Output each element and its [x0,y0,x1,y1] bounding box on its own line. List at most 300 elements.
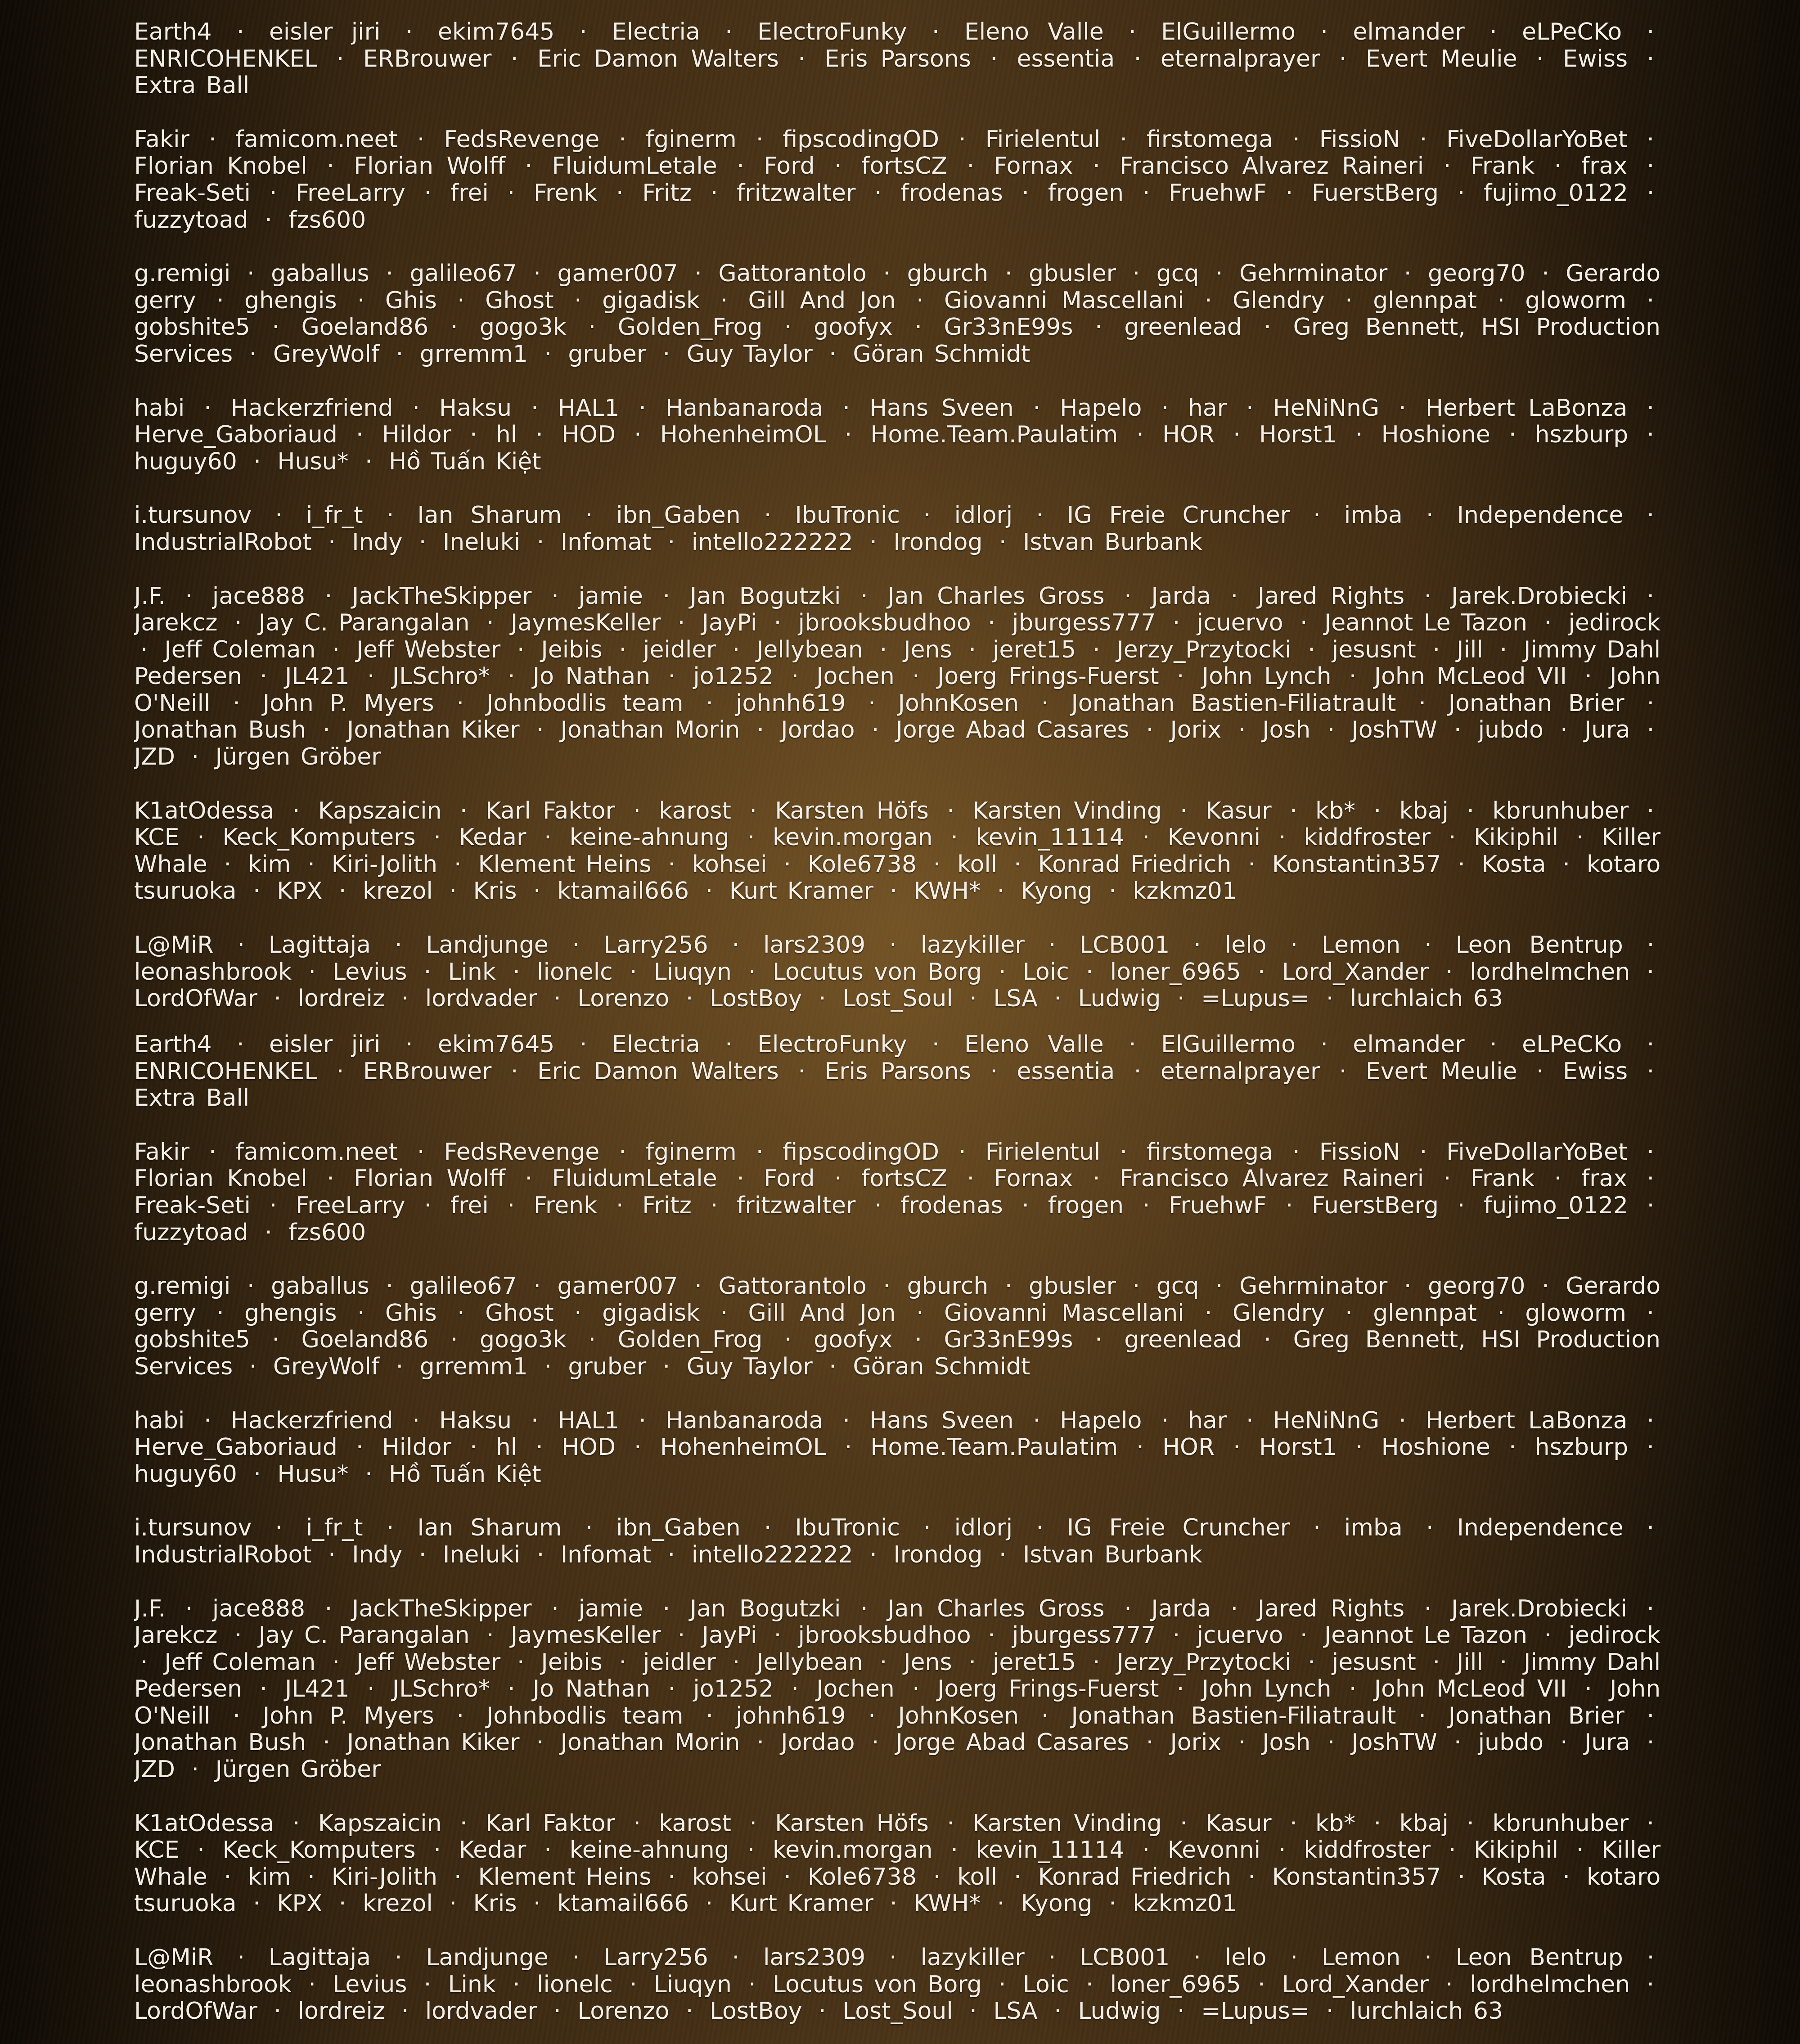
separator-dot: · [357,287,365,314]
separator-dot: · [265,206,272,234]
separator-dot: · [932,19,940,45]
contributor-name: Gr33nE99s [944,314,1073,341]
separator-dot: · [1246,394,1254,422]
contributor-name: KCE [134,1837,180,1864]
contributor-name: ktamail666 [557,878,689,905]
separator-dot: · [260,663,267,690]
contributor-name: Earth4 [134,19,212,45]
contributor-name: LordOfWar [134,985,257,1013]
contributor-name: Konrad Friedrich [1038,851,1232,878]
contributor-name: HeNiNnG [1273,1407,1380,1434]
contributor-name: johnh619 [735,1702,846,1729]
contributor-name: Kiri-Jolith [331,851,438,878]
contributor-name: kbrunhuber [1492,797,1629,824]
separator-dot: · [554,985,561,1013]
separator-dot: · [883,260,891,288]
contributor-name: Gerardo gerry [134,260,1660,314]
contributor-name: Francisco Alvarez Raineri [1120,153,1424,180]
separator-dot: · [1647,502,1655,529]
separator-dot: · [536,1729,544,1756]
contributor-name: Hackerzfriend [230,394,393,422]
contributor-name: gogo3k [479,1326,567,1354]
contributor-name: FreeLarry [295,1192,405,1219]
separator-dot: · [842,1407,850,1434]
contributor-name: Joerg Frings-Fuerst [937,663,1159,690]
separator-dot: · [1647,716,1655,744]
separator-dot: · [774,609,782,637]
separator-dot: · [1536,1058,1544,1085]
separator-dot: · [1326,985,1334,1013]
credits-group-h [134,1408,1660,1488]
separator-dot: · [536,421,543,449]
contributor-name: koll [957,851,998,878]
separator-dot: · [871,1729,879,1756]
contributor-name: Jens [904,1648,952,1676]
separator-dot: · [1647,932,1655,959]
contributor-name: Jimmy Dahl Pedersen [134,1648,1660,1703]
contributor-name: KPX [277,878,323,905]
contributor-name: Fritz [642,1192,692,1219]
separator-dot: · [237,1944,245,1972]
contributor-name: HOD [561,421,616,449]
contributor-name: gogo3k [479,314,567,341]
contributor-name: Klement Heins [478,851,652,878]
separator-dot: · [233,1702,240,1729]
separator-dot: · [869,1541,877,1568]
separator-dot: · [634,1434,642,1461]
separator-dot: · [394,1944,402,1972]
separator-dot: · [667,528,675,556]
separator-dot: · [554,1998,561,2025]
separator-dot: · [1373,1810,1382,1837]
separator-dot: · [1467,797,1474,824]
separator-dot: · [1560,716,1568,744]
contributor-name: Ewiss [1563,45,1628,72]
separator-dot: · [1647,1407,1655,1434]
separator-dot: · [630,958,637,986]
contributor-name: Jorix [1170,716,1222,744]
contributor-name: FiveDollarYoBet [1446,1138,1628,1166]
separator-dot: · [1647,1299,1654,1327]
contributor-name: Josh [1262,716,1311,744]
separator-dot: · [871,716,879,744]
contributor-name: Gehrminator [1239,1273,1388,1300]
contributor-name: Jan Bogutzki [689,582,841,610]
separator-dot: · [307,851,315,878]
contributor-name: Gattorantolo [718,1273,867,1300]
contributor-name: Kyong [1021,878,1093,905]
contributor-name: Eric Damon Walters [537,1058,779,1085]
contributor-name: KCE [134,824,180,851]
contributor-name: ENRICOHENKEL [134,45,318,72]
contributor-name: gigadisk [602,287,700,314]
separator-dot: · [784,1326,792,1354]
separator-dot: · [1542,1273,1549,1300]
separator-dot: · [209,1138,216,1166]
contributor-name: loner_6965 [1110,1971,1241,1998]
separator-dot: · [1576,824,1584,851]
contributor-name: LordOfWar [134,1998,257,2025]
separator-dot: · [1134,45,1142,72]
separator-dot: · [1499,1648,1508,1676]
separator-dot: · [950,1837,958,1864]
contributor-name: Gattorantolo [718,260,867,288]
separator-dot: · [1313,502,1321,529]
separator-dot: · [1647,1058,1655,1085]
separator-dot: · [224,851,232,878]
separator-dot: · [1345,287,1353,314]
separator-dot: · [1230,582,1238,610]
separator-dot: · [356,1434,364,1461]
contributor-name: kevin.morgan [772,1837,933,1864]
separator-dot: · [916,287,924,314]
separator-dot: · [869,528,877,556]
separator-dot: · [1445,1971,1453,1998]
contributor-name: Hồ Tuấn Kiệt [389,448,541,475]
contributor-name: JLSchro* [392,663,490,690]
separator-dot: · [1238,716,1246,744]
contributor-name: Jo Nathan [532,663,651,690]
separator-dot: · [237,932,245,959]
contributor-name: Locutus von Borg [772,958,982,986]
contributor-name: lordreiz [297,985,385,1013]
separator-dot: · [710,179,718,207]
contributor-name: Kedar [459,824,526,851]
contributor-name: fginerm [645,126,737,153]
separator-dot: · [1257,958,1265,986]
credits-group-f [134,126,1660,234]
separator-dot: · [1054,1998,1062,2025]
separator-dot: · [630,1971,637,1998]
contributor-name: Jordao [781,716,855,744]
contributor-name: jeret15 [992,636,1076,663]
separator-dot: · [204,394,212,422]
separator-dot: · [1285,179,1293,207]
contributor-name: kbaj [1399,797,1449,824]
contributor-name: Giovanni Mascellani [944,1299,1184,1327]
contributor-name: essentia [1017,1058,1115,1085]
contributor-name: lionelc [537,958,613,986]
contributor-name: Ludwig [1078,985,1161,1013]
contributor-name: Jarek.Drobiecki [1451,1595,1627,1622]
separator-dot: · [834,153,842,180]
contributor-name: Leon Bentrup [1455,1944,1623,1972]
separator-dot: · [1554,153,1562,180]
separator-dot: · [525,153,533,180]
separator-dot: · [616,179,624,207]
separator-dot: · [249,1353,257,1380]
contributor-name: Irondog [893,1541,983,1568]
separator-dot: · [720,287,728,314]
separator-dot: · [967,153,975,180]
separator-dot: · [748,958,756,986]
separator-dot: · [536,528,544,556]
separator-dot: · [367,1675,375,1703]
separator-dot: · [1022,179,1029,207]
contributor-name: Karl Faktor [485,797,615,824]
separator-dot: · [572,1944,580,1972]
separator-dot: · [327,153,334,180]
contributor-name: Landjunge [426,932,549,959]
contributor-name: Josh [1262,1729,1311,1756]
contributor-name: Loic [1022,958,1069,986]
contributor-name: KWH* [914,1890,981,1918]
contributor-name: Jan Bogutzki [689,1595,841,1622]
contributor-name: Ewiss [1563,1058,1628,1085]
separator-dot: · [890,1890,897,1918]
separator-dot: · [1014,851,1022,878]
contributor-name: jamie [578,1595,643,1622]
contributor-name: K1atOdessa [134,1810,274,1837]
separator-dot: · [585,502,593,529]
separator-dot: · [1248,1863,1256,1891]
contributor-name: Konstantin357 [1272,851,1441,878]
contributor-name: jburgess777 [1012,609,1156,637]
separator-dot: · [1300,609,1308,637]
contributor-name: Istvan Burbank [1023,528,1203,556]
separator-dot: · [357,1299,365,1327]
contributor-name: FiveDollarYoBet [1446,126,1628,153]
contributor-name: Hans Sveen [869,394,1014,422]
contributor-name: lordvader [425,985,537,1013]
contributor-name: intello222222 [691,1541,853,1568]
separator-dot: · [958,1138,966,1166]
contributor-name: Home.Team.Paulatim [870,421,1118,449]
separator-dot: · [1454,1729,1462,1756]
separator-dot: · [324,582,333,610]
contributor-name: Infomat [560,1541,652,1568]
separator-dot: · [367,663,375,690]
contributor-name: Kikiphil [1474,1837,1559,1864]
separator-dot: · [1004,260,1012,288]
separator-dot: · [912,663,920,690]
credits-names [134,932,1660,1013]
contributor-name: Locutus von Borg [772,1971,982,1998]
contributor-name: Hackerzfriend [230,1407,393,1434]
separator-dot: · [933,851,941,878]
separator-dot: · [1424,1595,1432,1622]
separator-dot: · [633,1810,641,1837]
separator-dot: · [274,985,281,1013]
separator-dot: · [1054,985,1062,1013]
separator-dot: · [253,448,261,475]
credits-group-g [134,1273,1660,1380]
contributor-name: frax [1581,153,1628,180]
separator-dot: · [1448,824,1456,851]
separator-dot: · [533,1890,541,1918]
separator-dot: · [1647,1514,1655,1542]
contributor-name: Jonathan Brier [1448,689,1624,717]
contributor-name: i_fr_t [306,502,363,529]
separator-dot: · [639,394,646,422]
contributor-name: Liuqyn [653,1971,732,1998]
contributor-name: Goeland86 [301,1326,429,1354]
contributor-name: Ian Sharum [417,1514,562,1542]
contributor-name: kohsei [692,851,767,878]
contributor-name: Jonathan Brier [1448,1702,1624,1729]
separator-dot: · [947,1810,954,1837]
separator-dot: · [386,260,393,288]
separator-dot: · [1339,45,1347,72]
contributor-name: ERBrouwer [363,45,492,72]
contributor-name: gburch [907,260,989,288]
contributor-name: Gill And Jon [748,1299,896,1327]
separator-dot: · [433,824,441,851]
contributor-name: ERBrouwer [363,1058,492,1085]
separator-dot: · [216,1299,224,1327]
separator-dot: · [323,716,330,744]
contributor-name: Leon Bentrup [1455,932,1623,959]
separator-dot: · [784,314,792,341]
separator-dot: · [1490,1031,1497,1058]
contributor-name: FreeLarry [295,179,405,207]
separator-dot: · [470,1434,477,1461]
separator-dot: · [1457,179,1465,207]
contributor-name: kohsei [692,1863,767,1891]
separator-dot: · [1647,287,1654,314]
separator-dot: · [997,878,1005,905]
separator-dot: · [1349,663,1357,690]
contributor-name: grremm1 [419,340,528,368]
contributor-name: elmander [1353,1031,1465,1058]
contributor-name: K1atOdessa [134,797,274,824]
contributor-name: eisler jiri [269,19,381,45]
separator-dot: · [525,1165,533,1193]
credits-group-l [134,1945,1660,2025]
contributor-name: kbrunhuber [1492,1810,1629,1837]
contributor-name: galileo67 [410,1273,517,1300]
contributor-name: jbrooksbudhoo [798,1622,971,1649]
separator-dot: · [1233,421,1241,449]
contributor-name: Konstantin357 [1272,1863,1441,1891]
contributor-name: g.remigi [134,1273,231,1300]
separator-dot: · [860,582,868,610]
contributor-name: Haksu [439,394,512,422]
separator-dot: · [756,1729,765,1756]
separator-dot: · [249,340,257,368]
separator-dot: · [236,1031,244,1058]
contributor-name: ktamail666 [557,1890,689,1918]
contributor-name: kim [248,851,291,878]
separator-dot: · [1142,179,1150,207]
contributor-name: Jonathan Bastien-Filiatrault [1071,689,1396,717]
contributor-name: Lorenzo [577,1998,670,2025]
separator-dot: · [634,421,642,449]
separator-dot: · [531,394,539,422]
separator-dot: · [308,1971,316,1998]
separator-dot: · [486,609,494,637]
separator-dot: · [265,1219,272,1246]
separator-dot: · [1647,1944,1655,1972]
separator-dot: · [1124,582,1132,610]
contributor-name: koll [957,1863,998,1891]
separator-dot: · [1129,19,1136,45]
separator-dot: · [874,179,882,207]
contributor-name: Eleno Valle [964,1031,1104,1058]
credits-scroll [134,19,1660,2044]
separator-dot: · [533,1273,541,1300]
separator-dot: · [990,1058,998,1085]
contributor-name: frogen [1048,179,1124,207]
credits-names [134,1596,1660,1783]
contributor-name: jesusnt [1332,1648,1416,1676]
contributor-name: Landjunge [426,1944,549,1972]
separator-dot: · [551,582,559,610]
contributor-name: Jorge Abad Casares [896,1729,1130,1756]
contributor-name: Goeland86 [301,314,429,341]
contributor-name: Jarek.Drobiecki [1451,582,1627,610]
separator-dot: · [1230,1595,1238,1622]
separator-dot: · [958,126,966,153]
separator-dot: · [424,1192,432,1219]
contributor-name: jeidler [643,1648,716,1676]
contributor-name: frax [1581,1165,1628,1193]
credits-screen-primary [134,19,1660,1031]
separator-dot: · [1345,1299,1353,1327]
contributor-name: John Lynch [1202,663,1332,690]
contributor-name: Hildor [382,421,451,449]
separator-dot: · [1419,1138,1427,1166]
separator-dot: · [1264,314,1271,341]
contributor-name: Hildor [382,1434,451,1461]
contributor-name: kotaro tsuruoka [134,851,1660,905]
contributor-name: Hanbanaroda [665,1407,824,1434]
separator-dot: · [216,287,224,314]
separator-dot: · [454,851,462,878]
contributor-name: Firielentul [985,126,1101,153]
separator-dot: · [1093,636,1100,663]
separator-dot: · [247,1273,255,1300]
separator-dot: · [868,689,876,717]
separator-dot: · [1647,689,1655,717]
contributor-name: Golden_Frog [617,314,763,341]
contributor-name: Jellybean [756,1648,863,1676]
separator-dot: · [253,1460,261,1488]
separator-dot: · [396,340,404,368]
separator-dot: · [1647,45,1655,72]
separator-dot: · [1134,1058,1142,1085]
contributor-name: frei [450,1192,489,1219]
contributor-name: IbuTronic [795,502,900,529]
separator-dot: · [1419,126,1427,153]
contributor-name: frodenas [900,1192,1003,1219]
contributor-name: i.tursunov [134,1514,252,1542]
separator-dot: · [1404,1273,1412,1300]
contributor-name: jo1252 [693,663,774,690]
separator-dot: · [1048,1944,1056,1972]
contributor-name: Kris [473,878,517,905]
separator-dot: · [1120,126,1127,153]
separator-dot: · [1257,1971,1265,1998]
contributor-name: greenlead [1124,314,1242,341]
contributor-name: Jared Rights [1257,582,1405,610]
contributor-name: Killer Whale [134,1837,1660,1891]
separator-dot: · [401,985,409,1013]
separator-dot: · [668,1863,675,1891]
contributor-name: jburgess777 [1012,1622,1156,1649]
contributor-name: IG Freie Cruncher [1066,1514,1290,1542]
separator-dot: · [1339,1058,1347,1085]
contributor-name: kiddfroster [1304,1837,1431,1864]
separator-dot: · [531,1407,539,1434]
contributor-name: Guy Taylor [686,1353,813,1380]
separator-dot: · [1129,1031,1136,1058]
contributor-name: Jerzy_Przytocki [1116,636,1292,663]
contributor-name: Jochen [816,1675,895,1703]
contributor-name: L@MiR [134,932,214,959]
contributor-name: FuerstBerg [1311,1192,1439,1219]
separator-dot: · [1093,153,1100,180]
